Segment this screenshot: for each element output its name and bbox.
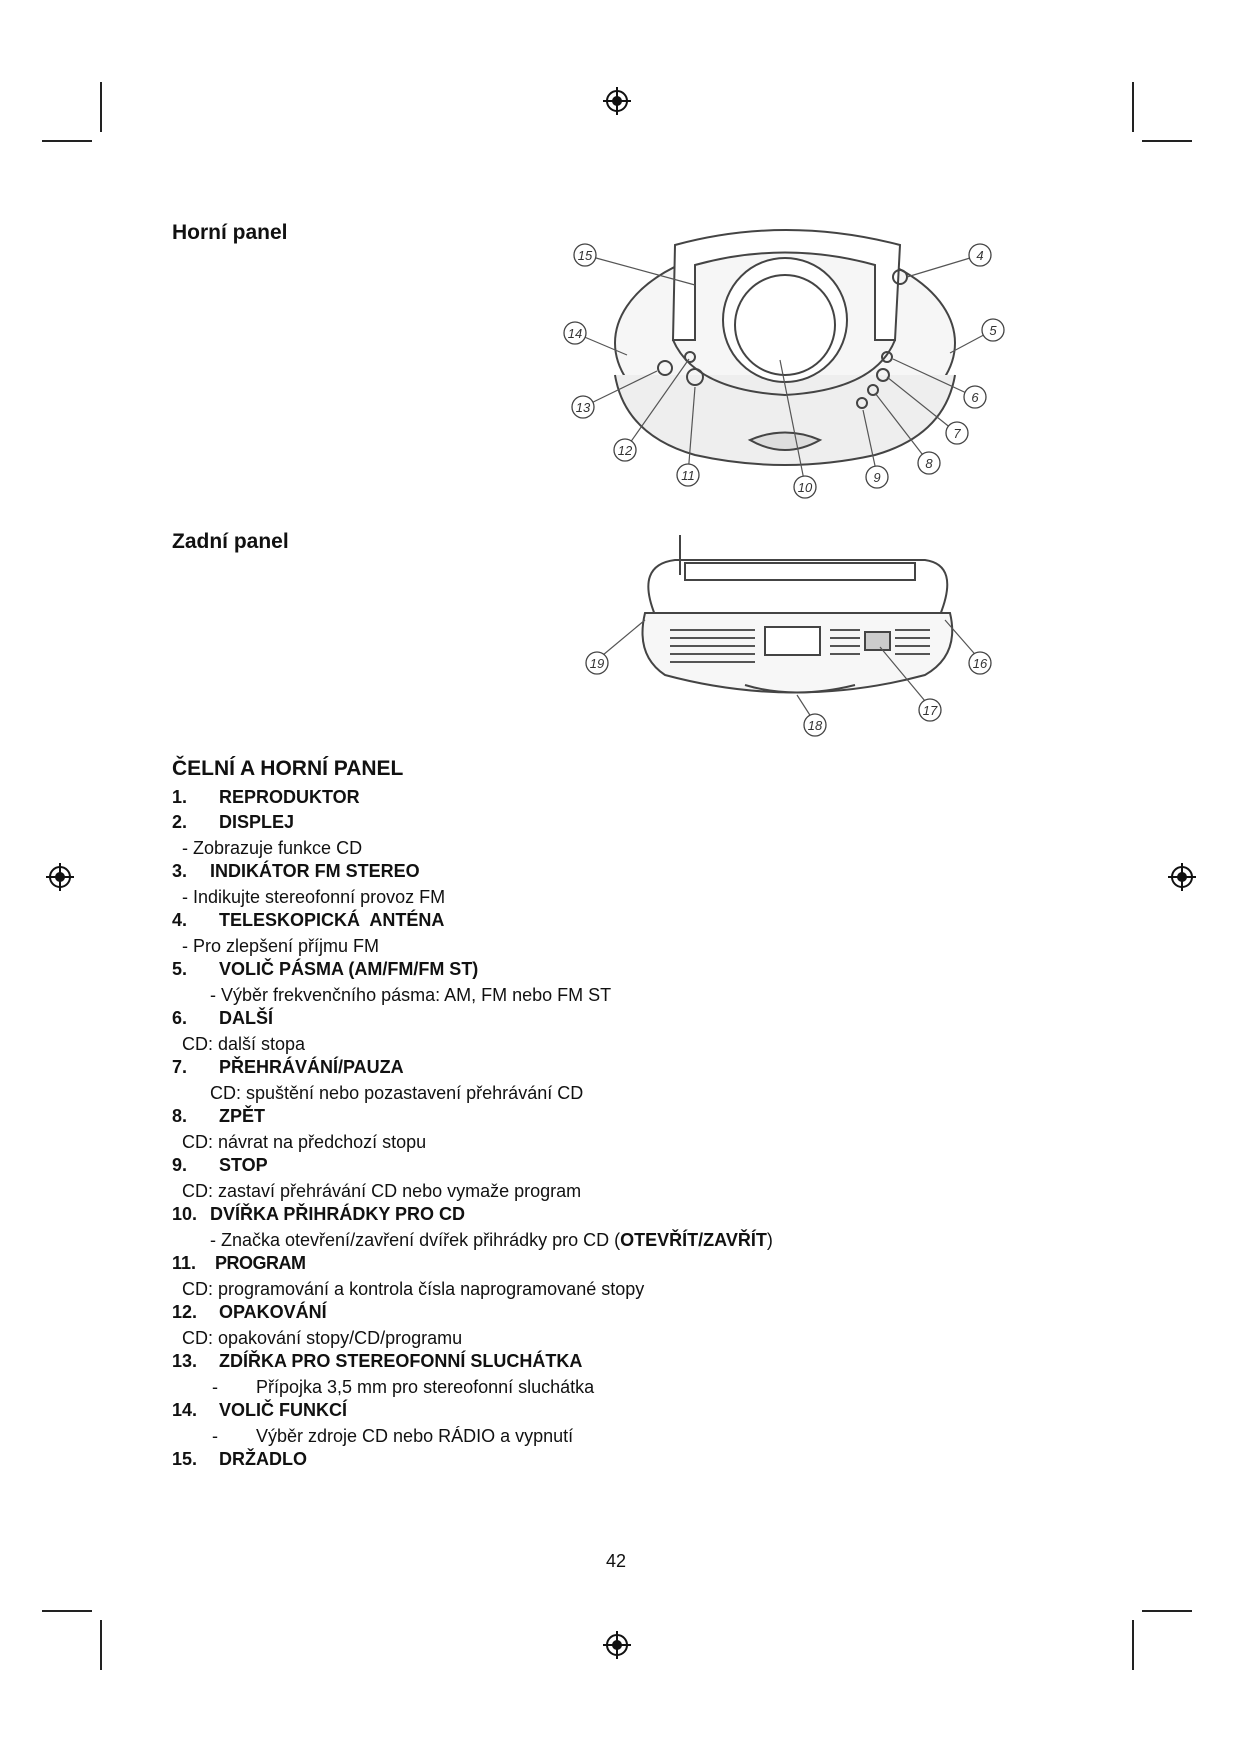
back-panel-heading: Zadní panel (172, 530, 289, 553)
item-description: - Pro zlepšení příjmu FM (182, 936, 380, 956)
list-item: 2. (172, 812, 188, 832)
item-label: STOP (219, 1155, 268, 1175)
registration-mark-icon (602, 86, 632, 116)
item-description: - Zobrazuje funkce CD (182, 838, 363, 858)
item-label: TELESKOPICKÁ ANTÉNA (219, 910, 445, 930)
list-item: 14. (172, 1400, 198, 1420)
item-label: DRŽADLO (219, 1449, 307, 1469)
item-label: ZDÍŘKA PRO STEREOFONNÍ SLUCHÁTKA (219, 1351, 583, 1371)
list-item: 11. (172, 1253, 197, 1273)
item-label: PŘEHRÁVÁNÍ/PAUZA (219, 1057, 404, 1077)
callout-label: 4 (976, 248, 984, 263)
crop-mark (100, 82, 102, 132)
item-label: DVÍŘKA PŘIHRÁDKY PRO CD (210, 1204, 466, 1224)
crop-mark (42, 1610, 92, 1612)
item-description: CD: spuštění nebo pozastavení přehrávání CD (210, 1083, 584, 1103)
item-label: DISPLEJ (219, 812, 295, 832)
item-label: REPRODUKTOR (219, 787, 360, 807)
crop-mark (1132, 82, 1134, 132)
top-panel-heading: Horní panel (172, 221, 288, 244)
item-description: Výběr zdroje CD nebo RÁDIO a vypnutí (256, 1426, 574, 1446)
list-item: 13. (172, 1351, 198, 1371)
callout-label: 19 (589, 656, 605, 671)
item-label: VOLIČ PÁSMA (AM/FM/FM ST) (219, 959, 479, 979)
list-item: 4. (172, 910, 188, 930)
registration-mark-icon (1167, 862, 1197, 892)
list-item: 9. (172, 1155, 188, 1175)
callout-label: 12 (617, 443, 633, 458)
item-label: ZPĚT (219, 1106, 266, 1126)
item-description: - Indikujte stereofonní provoz FM (182, 887, 446, 907)
callout-label: 8 (925, 456, 933, 471)
item-description: CD: návrat na předchozí stopu (182, 1132, 427, 1152)
back-panel-diagram (575, 535, 1015, 740)
crop-mark (1142, 140, 1192, 142)
callout-label: 15 (577, 248, 593, 263)
registration-mark-icon (45, 862, 75, 892)
page-number: 42 (606, 1551, 627, 1571)
list-item: 15. (172, 1449, 198, 1469)
crop-mark (100, 1620, 102, 1670)
list-item: 5. (172, 959, 188, 979)
callout-label: 9 (873, 470, 881, 485)
list-item: 7. (172, 1057, 188, 1077)
item-description: CD: opakování stopy/CD/programu (182, 1328, 463, 1348)
crop-mark (1142, 1610, 1192, 1612)
callout-label: 16 (972, 656, 988, 671)
callout-label: 17 (922, 703, 938, 718)
list-item: 10. (172, 1204, 198, 1224)
crop-mark (42, 140, 92, 142)
item-dash: - (212, 1426, 218, 1446)
list-item: 3. (172, 861, 188, 881)
callout-label: 7 (953, 426, 961, 441)
registration-mark-icon (602, 1630, 632, 1660)
callout-label: 6 (971, 390, 979, 405)
list-item: 6. (172, 1008, 188, 1028)
callout-label: 10 (797, 480, 813, 495)
callout-label: 5 (989, 323, 997, 338)
callout-label: 18 (807, 718, 823, 733)
item-description: CD: programování a kontrola čísla naprogramované stopy (182, 1279, 645, 1299)
item-description: - Značka otevření/zavření dvířek přihrádky pro CD (OTEVŘÍT/ZAVŘÍT) (210, 1230, 773, 1250)
item-label: INDIKÁTOR FM STEREO (210, 861, 420, 881)
top-panel-diagram (555, 225, 1015, 515)
item-dash: - (212, 1377, 218, 1397)
item-description: Přípojka 3,5 mm pro stereofonní sluchátka (256, 1377, 595, 1397)
list-item: 12. (172, 1302, 198, 1322)
item-label: PROGRAM (215, 1253, 306, 1273)
item-description: CD: další stopa (182, 1034, 306, 1054)
list-item: 8. (172, 1106, 188, 1126)
item-label: OPAKOVÁNÍ (219, 1302, 327, 1322)
item-description: - Výběr frekvenčního pásma: AM, FM nebo FM ST (210, 985, 612, 1005)
callout-label: 14 (567, 326, 583, 341)
callout-label: 13 (575, 400, 591, 415)
section-title: ČELNÍ A HORNÍ PANEL (172, 757, 404, 780)
list-item: 1. (172, 787, 188, 807)
crop-mark (1132, 1620, 1134, 1670)
callout-label: 11 (681, 468, 695, 483)
item-label: DALŠÍ (219, 1008, 273, 1028)
item-description: CD: zastaví přehrávání CD nebo vymaže program (182, 1181, 582, 1201)
item-label: VOLIČ FUNKCÍ (219, 1400, 347, 1420)
